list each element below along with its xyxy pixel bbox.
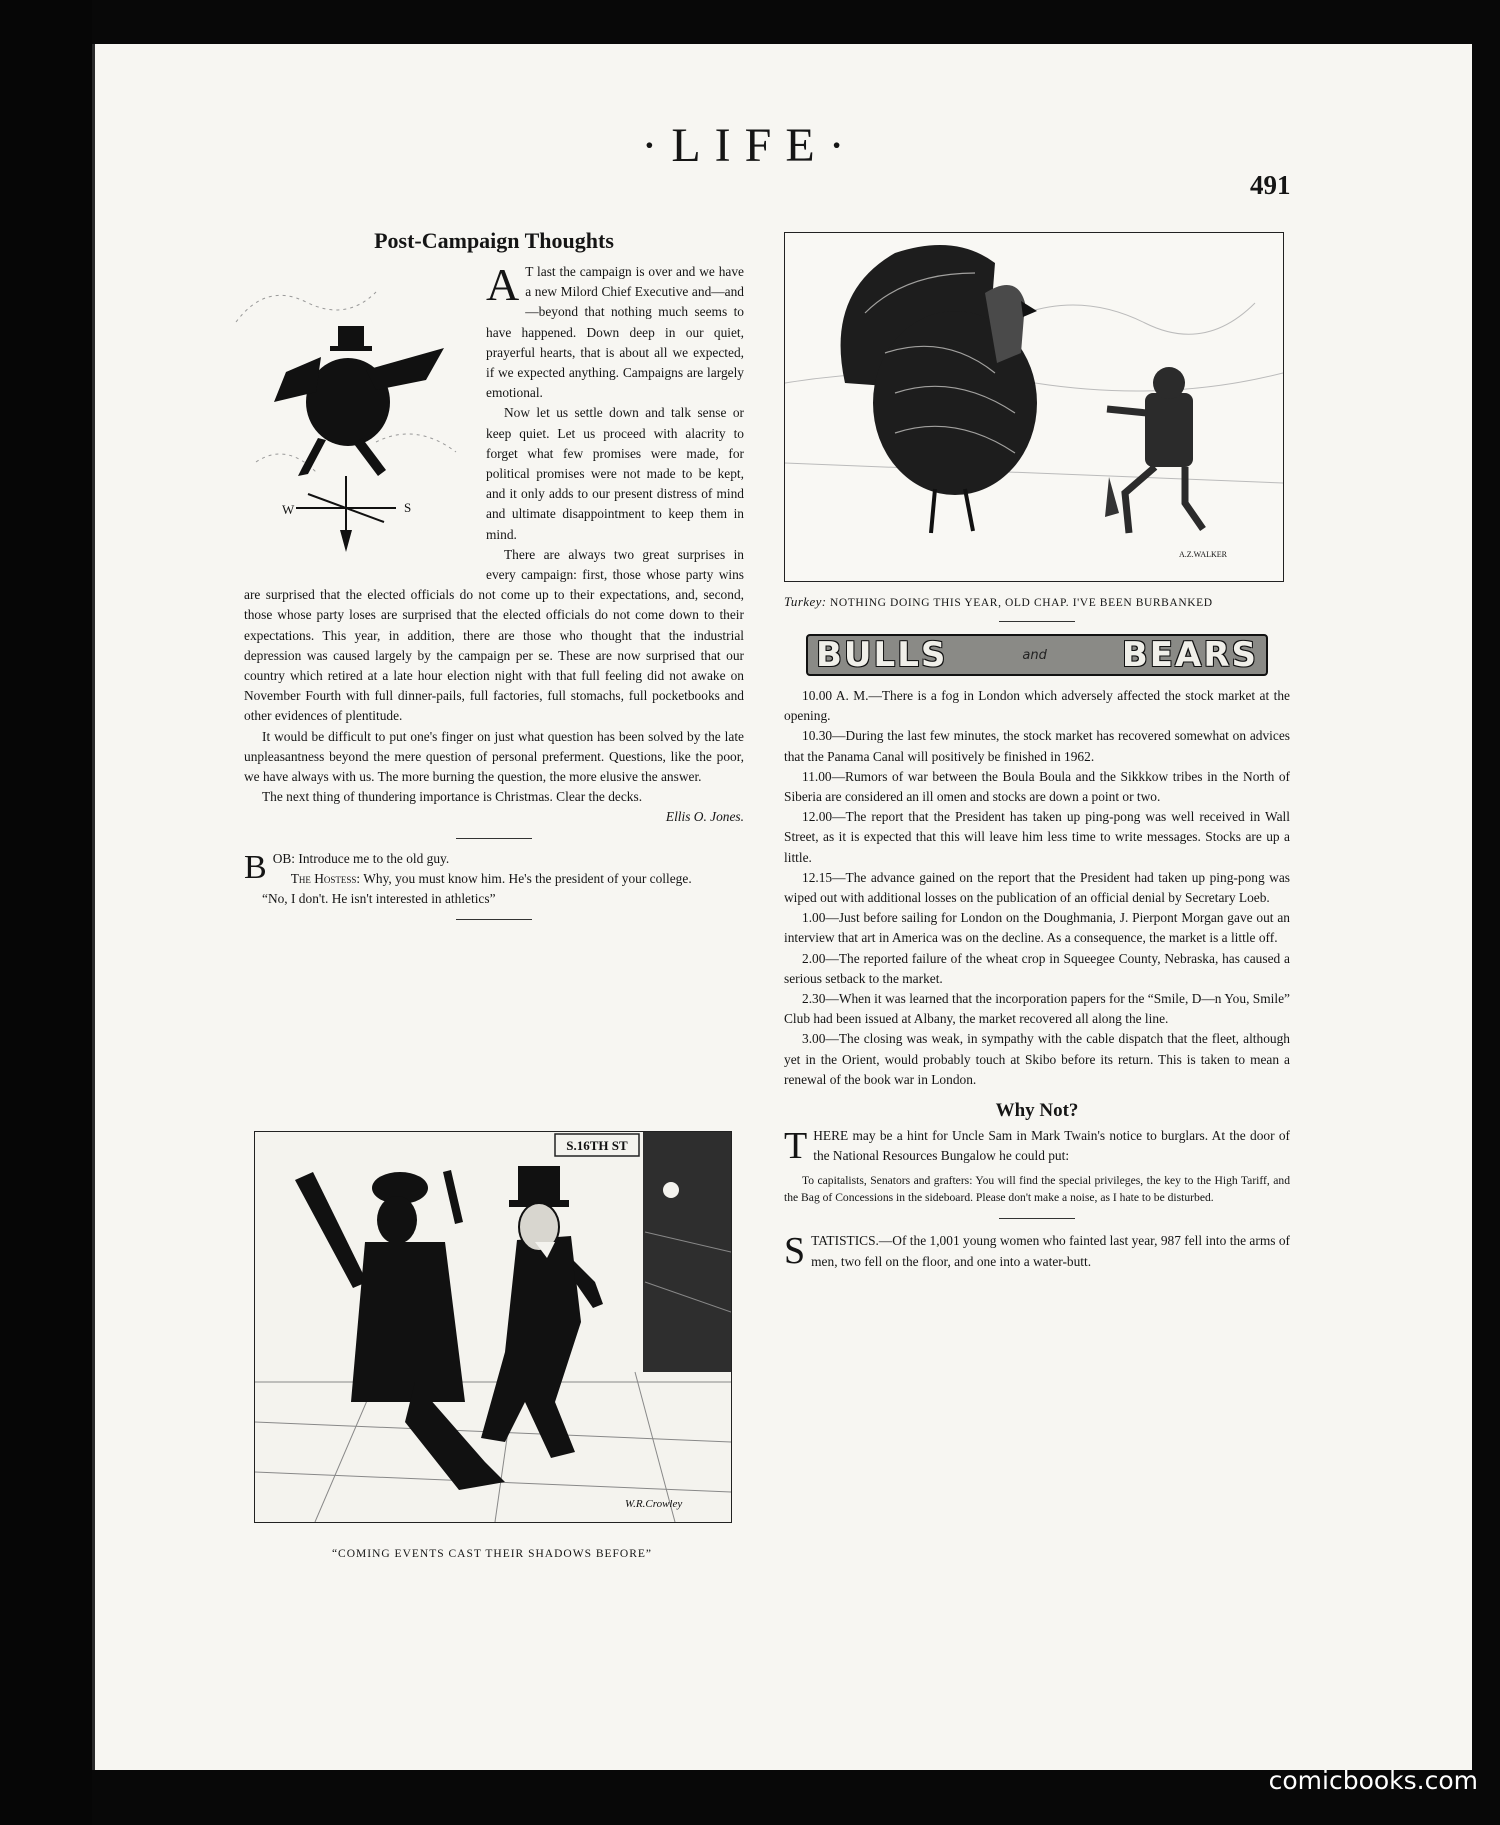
market-entry: 12.15—The advance gained on the report that the President had taken up ping-pong was wiped out with additional losses on the publication of an official denial by Secretary Loeb.	[784, 869, 1290, 906]
market-entry: 11.00—Rumors of war between the Boula Boula and the Sikkkow tribes in the North of Siberia are considered an ill omen and stocks are down a point or two.	[784, 768, 1290, 805]
banner-bulls: BULLS	[816, 635, 948, 675]
banner-bears: BEARS	[1121, 635, 1258, 675]
turkey-cartoon-drawing	[785, 233, 1283, 581]
divider	[456, 838, 532, 839]
right-column	[784, 232, 1290, 1272]
article-body	[244, 259, 744, 828]
weathervane-politician-illustration	[226, 262, 476, 562]
dropcap-t: T	[784, 1125, 808, 1168]
turkey-signature: A.Z.WALKER	[1179, 550, 1227, 559]
why-not-title: Why Not?	[995, 1100, 1079, 1122]
paragraph-1: T last the campaign is over and we have a new Milord Chief Executive and—and—beyond that nothing much seems to have happened. Down deep in our quiet, prayerful hearts, that is about all we expected, if we expected anything. Campaigns are largely emotional.	[486, 264, 744, 401]
turkey-caption	[784, 592, 1290, 613]
shadow-cartoon	[254, 1131, 732, 1523]
bulls-bears-entries	[784, 686, 1290, 1090]
article-title: Post-Campaign Thoughts	[374, 228, 614, 253]
divider	[456, 919, 532, 920]
shadow-cartoon-drawing	[255, 1132, 731, 1522]
site-watermark: comicbooks.com	[1268, 1766, 1478, 1795]
svg-text:S: S	[404, 500, 412, 515]
svg-text:W: W	[282, 502, 295, 517]
hostess-label: The Hostess:	[290, 870, 361, 886]
turkey-cartoon	[784, 232, 1284, 582]
scan-left-edge	[0, 0, 92, 1825]
divider	[999, 1218, 1075, 1219]
bob-line-2: Why, you must know him. He's the president of your college.	[363, 870, 692, 886]
paragraph-2: Now let us settle down and talk sense or keep quiet. Let us proceed with alacrity to forget what few promises were made, for political promises were not made to be kept, and it only adds to our present distress of mind and ultimate disappointment to keep them in mind.	[486, 405, 744, 542]
market-entry: 1.00—Just before sailing for London on the Doughmania, J. Pierpont Morgan gave out an interview that art in America was on the decline. As a consequence, the market is a little off.	[784, 910, 1290, 946]
masthead: ·LIFE·	[641, 119, 859, 172]
market-entry: 12.00—The report that the President has taken up ping-pong was well received in Wall Street, as it is expected that this will leave him less time to write messages. Stocks are up a little.	[784, 809, 1290, 865]
statistics-item	[784, 1231, 1290, 1271]
banner-and: and	[1022, 647, 1047, 663]
page-number: 491	[1250, 170, 1291, 200]
market-entry: 10.30—During the last few minutes, the stock market has recovered somewhat on advices that the Panama Canal will positively be finished in 1962.	[784, 728, 1290, 764]
left-column	[244, 228, 744, 930]
dropcap-a: A	[486, 259, 520, 310]
bob-line-3: “No, I don't. He isn't interested in athletics”	[262, 891, 496, 907]
bob-joke	[244, 849, 744, 910]
paragraph-4: It would be difficult to put one's finger on just what question has been solved by the late unpleasantness beyond the mere question of personal preferment. Questions, like the poor, we have always with us. The more burning the question, the more elusive the answer.	[244, 728, 744, 785]
dropcap-b: B	[244, 848, 267, 886]
shadow-cartoon-caption: “COMING EVENTS CAST THEIR SHADOWS BEFORE”	[331, 1548, 653, 1560]
page-gutter	[92, 44, 95, 1770]
market-entry: 3.00—The closing was weak, in sympathy with the cable dispatch that the fleet, although yet in the Orient, would probably touch at Skibo before its return. This is taken to mean a renewal of the book war in London.	[784, 1031, 1290, 1087]
turkey-caption-text: NOTHING DOING THIS YEAR, OLD CHAP. I'VE BEEN BURBANKED	[830, 597, 1213, 609]
statistics-text: TATISTICS.—Of the 1,001 young women who fainted last year, 987 fell into the arms of men, two fell on the floor, and one into a water-butt.	[811, 1233, 1290, 1269]
why-not-body	[784, 1126, 1290, 1206]
market-entry: 2.00—The reported failure of the wheat crop in Squeegee County, Nebraska, has caused a serious setback to the market.	[784, 950, 1290, 986]
paragraph-5: The next thing of thundering importance is Christmas. Clear the decks.	[262, 789, 643, 805]
bulls-bears-banner	[806, 634, 1268, 676]
street-sign: S.16TH ST	[566, 1138, 628, 1153]
market-entry: 2.30—When it was learned that the incorporation papers for the “Smile, D—n You, Smile” Club had been issued at Albany, the market recovered all along the line.	[784, 991, 1290, 1027]
byline: Ellis O. Jones.	[665, 809, 744, 825]
market-entry: 10.00 A. M.—There is a fog in London which adversely affected the stock market at the opening.	[784, 688, 1290, 724]
burglar-notice: To capitalists, Senators and grafters: You will find the special privileges, the key to the High Tariff, and the Bag of Concessions in the sideboard. Please don't make a noise, as I hate to be disturbed.	[784, 1174, 1290, 1205]
bob-line-1: OB: Introduce me to the old guy.	[272, 850, 450, 866]
turkey-speaker: Turkey:	[784, 594, 827, 609]
divider	[999, 621, 1075, 622]
why-not-text: HERE may be a hint for Uncle Sam in Mark Twain's notice to burglars. At the door of the National Resources Bungalow he could put:	[813, 1128, 1290, 1164]
paragraph-3: There are always two great surprises in every campaign: first, those whose party wins are surprised that the elected officials do not come up to their expectations, and, second, those whose party loses are surprised that the elected officials do not come down to their expectations. This year, in addition, there are those who thought that the industrial depression was caused largely by the campaign per se. These are now surprised that our country which retired at a late hour election night with that full feeling did not awake on November Fourth with full dinner-pails, full factories, full stomachs, full pocketbooks and other evidences of plentitude.	[244, 546, 744, 724]
dropcap-s: S	[784, 1230, 806, 1273]
cartoon-signature: W.R.Crowley	[625, 1498, 683, 1510]
